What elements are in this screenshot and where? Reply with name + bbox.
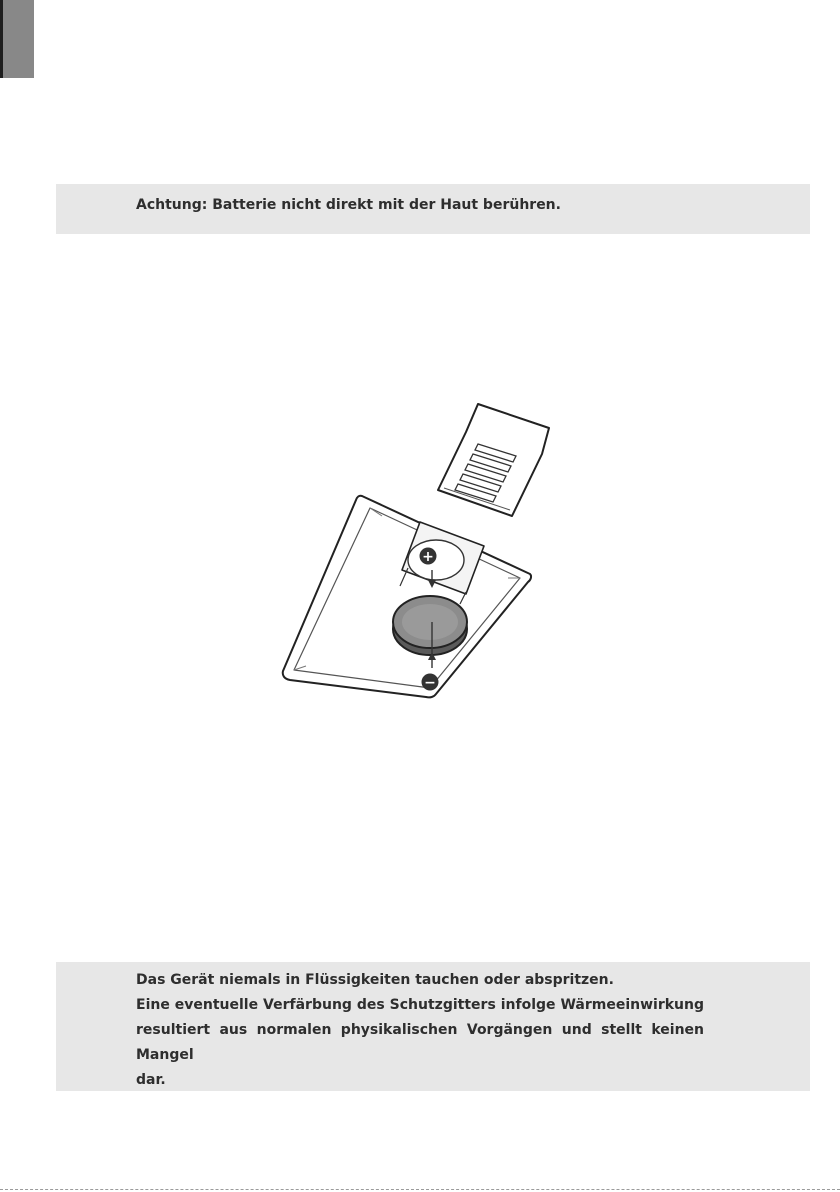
page-section-tab-strip: [0, 0, 3, 78]
warning-notice-text: Achtung: Batterie nicht direkt mit der Haut berühren.: [136, 197, 561, 213]
care-notice-line: dar.: [136, 1072, 166, 1088]
battery-cover: [438, 404, 549, 516]
care-notice-text: [136, 968, 704, 1093]
care-notice-line: resultiert aus normalen physikalischen Vorgängen und stellt keinen Mangel: [136, 1022, 704, 1063]
care-notice-line: Eine eventuelle Verfärbung des Schutzgitters infolge Wärmeeinwirkung: [136, 997, 704, 1013]
page-section-tab: [0, 0, 34, 78]
coin-cell-battery: [393, 596, 467, 655]
page-bottom-rule: [0, 1189, 840, 1190]
svg-text:+: +: [422, 549, 434, 565]
care-notice-line: Das Gerät niemals in Flüssigkeiten tauchen oder abspritzen.: [136, 972, 614, 988]
care-notice-box: [56, 962, 810, 1091]
warning-notice-box: [56, 184, 810, 234]
svg-text:−: −: [424, 675, 436, 691]
remote-control-battery-drawing: [270, 398, 570, 710]
battery-replacement-illustration: [270, 398, 570, 710]
remote-body: [283, 496, 531, 698]
